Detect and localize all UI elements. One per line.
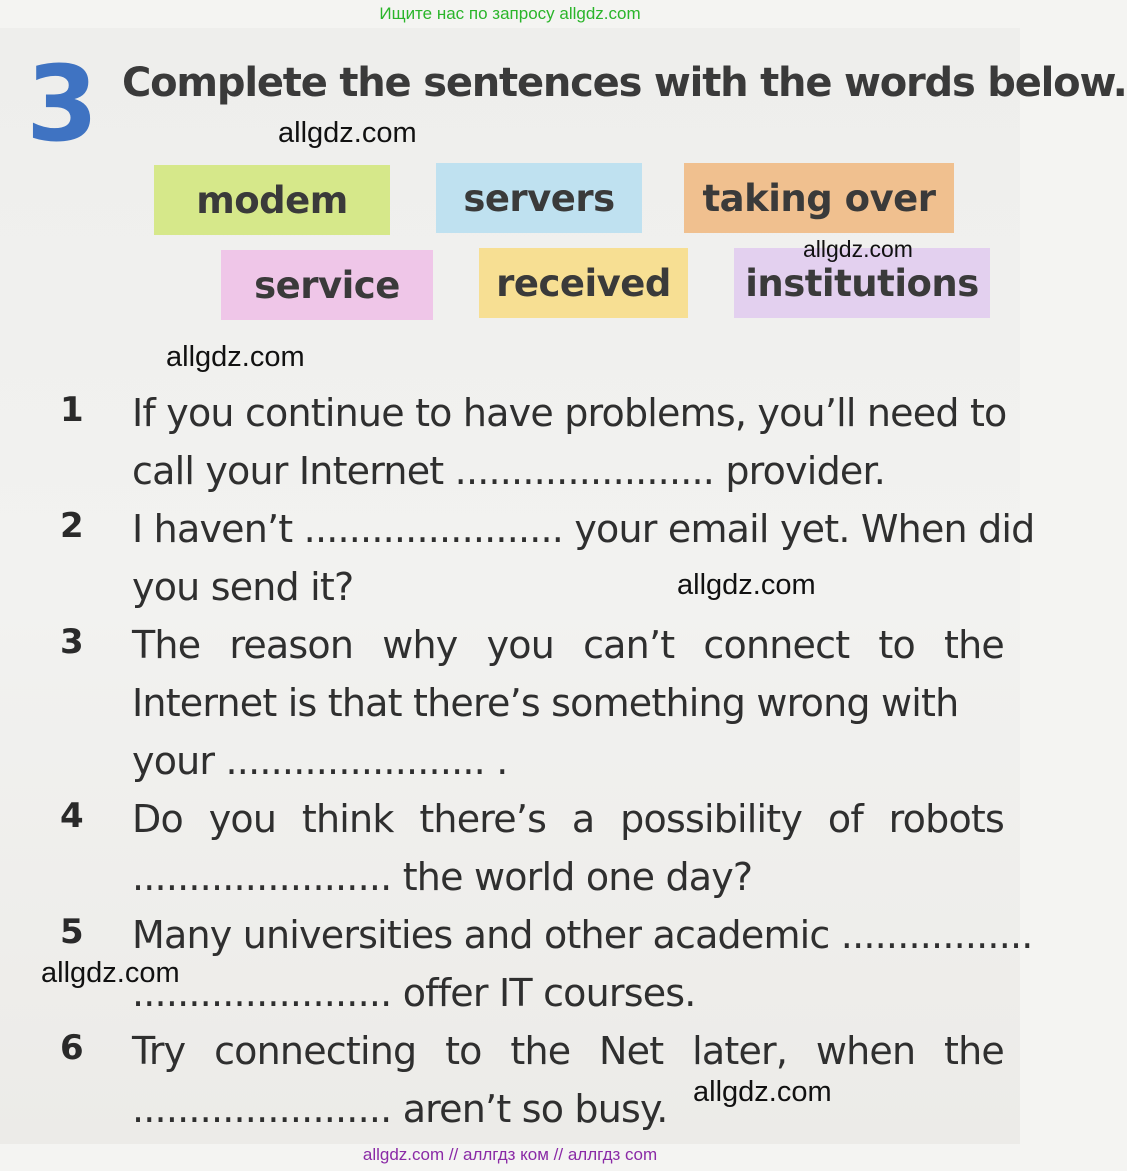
sentence-number: 6 — [60, 1028, 84, 1068]
bottom-banner-link[interactable]: allgdz.com // аллгдз ком // аллгдз com — [362, 1145, 658, 1164]
sentence-line: ....................... the world one day? — [132, 855, 753, 899]
sentence-number: 3 — [60, 622, 84, 662]
word-box-item: taking over — [684, 163, 954, 233]
watermark: allgdz.com — [693, 1076, 832, 1108]
watermark: allgdz.com — [41, 957, 180, 989]
sentence-line: your ....................... . — [132, 739, 508, 783]
sentence-number: 1 — [60, 390, 84, 430]
sentence-line: Do you think there’s a possibility of robots — [132, 797, 1004, 841]
word-box-item: servers — [436, 163, 642, 233]
sentence-line: ....................... offer IT courses. — [132, 971, 696, 1015]
top-banner-link[interactable]: Ищите нас по запросу allgdz.com — [379, 4, 641, 23]
exercise-instruction: Complete the sentences with the words below. — [122, 60, 1127, 106]
sentence-line: The reason why you can’t connect to the — [132, 623, 1004, 667]
watermark: allgdz.com — [166, 341, 305, 373]
sentence-number: 2 — [60, 506, 84, 546]
sentence-line: call your Internet ....................... provider. — [132, 449, 886, 493]
sentence-line: Internet is that there’s something wrong with — [132, 681, 959, 725]
sentence-line: Try connecting to the Net later, when the — [132, 1029, 1004, 1073]
sentence-number: 4 — [60, 796, 84, 836]
watermark: allgdz.com — [803, 236, 913, 262]
sentence-line: I haven’t ....................... your email yet. When did — [132, 507, 1035, 551]
watermark: allgdz.com — [278, 117, 417, 149]
watermark: allgdz.com — [677, 569, 816, 601]
sentence-line: If you continue to have problems, you’ll need to — [132, 391, 1007, 435]
word-box-item: modem — [154, 165, 390, 235]
sentence-line: you send it? — [132, 565, 354, 609]
word-box-item: institutions — [734, 248, 990, 318]
sentence-line: ....................... aren’t so busy. — [132, 1087, 668, 1131]
exercise-number: 3 — [26, 43, 99, 165]
word-box-item: service — [221, 250, 433, 320]
sentence-line: Many universities and other academic ................. — [132, 913, 1033, 957]
word-box-item: received — [479, 248, 688, 318]
sentence-number: 5 — [60, 912, 84, 952]
